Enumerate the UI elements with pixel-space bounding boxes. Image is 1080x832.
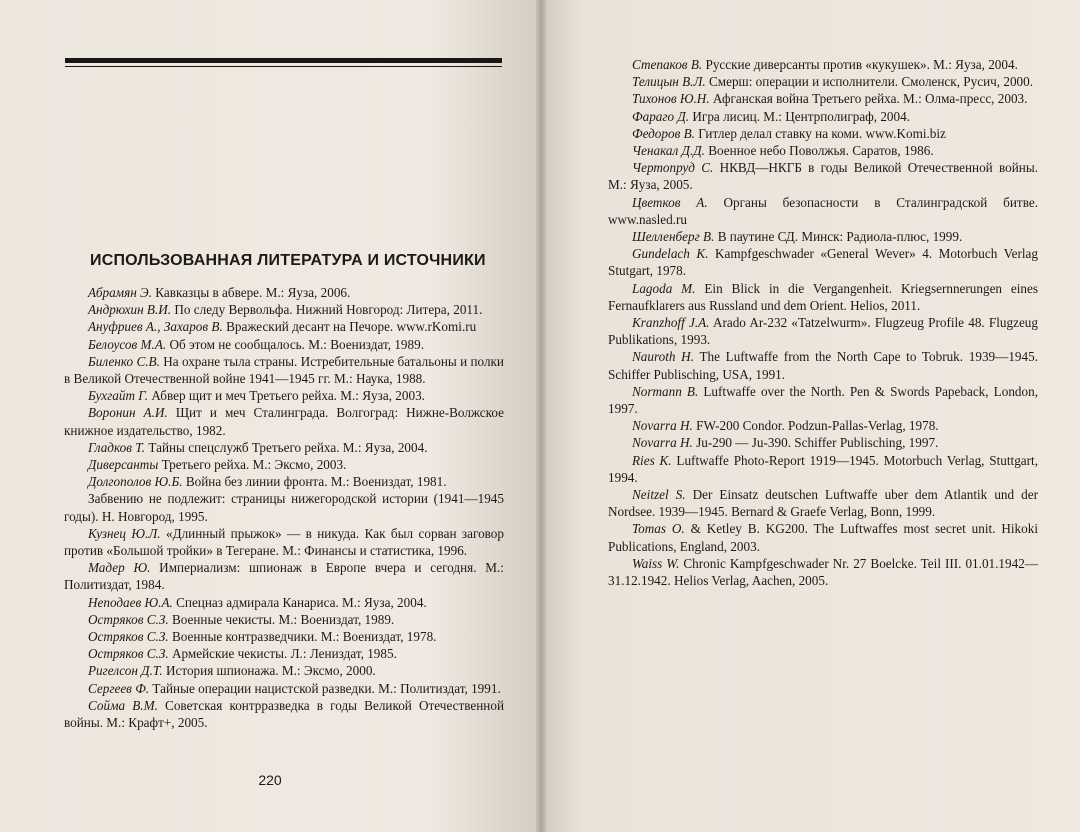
entry-author: Kranzhoff J.A. <box>632 315 710 331</box>
entry-text: Империализм: шпионаж в Европе вчера и сегодня. М.: Политиздат, 1984. <box>64 560 504 593</box>
bibliography-entry <box>64 404 504 438</box>
right-page <box>540 0 1080 832</box>
bibliography-entry <box>64 284 504 301</box>
entry-text: Русские диверсанты против «кукушек». М.: Яуза, 2004. <box>702 57 1018 72</box>
entry-author: Neitzel S. <box>632 487 686 503</box>
entry-text: «Длинный прыжок» — в никуда. Как был сорван заговор против «Большой тройки» в Тегеране. М.: Финансы и статистика, 1996. <box>64 525 504 559</box>
entry-text: Гитлер делал ставку на коми. www.Komi.biz <box>694 125 946 141</box>
header-rule-thick <box>65 58 502 63</box>
entry-author: Normann B. <box>632 383 699 399</box>
bibliography-entry <box>608 108 1038 125</box>
left-bibliography-list <box>64 284 504 731</box>
entry-text: Об этом не сообщалось. М.: Воениздат, 1989. <box>166 336 425 352</box>
entry-author: Федоров В. <box>632 125 695 141</box>
entry-text: Война без линии фронта. М.: Воениздат, 1981. <box>182 474 447 490</box>
entry-text: Военное небо Поволжья. Саратов, 1986. <box>704 143 934 159</box>
entry-text: & Ketley B. KG200. The Luftwaffes most secret unit. Hikoki Publications, England, 2003. <box>608 521 1038 554</box>
entry-text: Военные контразведчики. М.: Воениздат, 1978. <box>168 629 437 645</box>
bibliography-entry <box>64 594 504 611</box>
entry-text: Der Einsatz deutschen Luftwaffe uber dem Atlantik und der Nordsee. 1939—1945. Bernard & Graefe Verlag, Bonn, 1999. <box>608 487 1038 520</box>
bibliography-entry <box>608 56 1038 73</box>
entry-author: Телицын В.Л. <box>632 74 706 90</box>
entry-text: Luftwaffe over the North. Pen & Swords Papeback, London, 1997. <box>608 383 1038 417</box>
bibliography-entry <box>64 697 504 731</box>
entry-text: Щит и меч Сталинграда. Волгоград: Нижне-Волжское книжное издательство, 1982. <box>64 405 504 438</box>
entry-author: Бухгайт Г. <box>88 388 149 404</box>
bibliography-entry <box>608 520 1038 554</box>
entry-author: Мадер Ю. <box>88 560 151 576</box>
entry-text: Ju-290 — Ju-390. Schiffer Publisching, 1997. <box>692 435 939 451</box>
bibliography-entry <box>64 525 504 559</box>
entry-text: Смерш: операции и исполнители. Смоленск, Русич, 2000. <box>705 74 1034 90</box>
entry-author: Waiss W. <box>632 555 680 571</box>
bibliography-entry <box>64 387 504 404</box>
entry-author: Tomas O. <box>632 521 685 537</box>
page-number-left: 220 <box>258 772 282 788</box>
entry-author: Воронин А.И. <box>88 405 168 421</box>
entry-author: Диверсанты <box>88 457 159 473</box>
entry-text: Тайны спецслужб Третьего рейха. М.: Яуза, 2004. <box>145 439 428 455</box>
entry-author: Неподаев Ю.А. <box>88 594 173 610</box>
bibliography-entry <box>608 348 1038 382</box>
bibliography-entry <box>64 353 504 387</box>
bibliography-entry <box>608 486 1038 520</box>
bibliography-entry <box>608 90 1038 107</box>
bibliography-entry <box>64 301 504 318</box>
bibliography-entry <box>608 417 1038 434</box>
entry-author: Сойма В.М. <box>88 697 158 713</box>
entry-author: Абрамян Э. <box>88 285 152 300</box>
entry-author: Novarra H. <box>632 435 693 451</box>
entry-text: Абвер щит и меч Третьего рейха. М.: Яуза, 2003. <box>148 388 425 404</box>
entry-author: Фараго Д. <box>632 108 690 124</box>
entry-text: НКВД—НКГБ в годы Великой Отечественной войны. М.: Яуза, 2005. <box>608 160 1039 193</box>
bibliography-entry <box>64 439 504 456</box>
entry-author: Остряков С.З. <box>88 629 169 645</box>
bibliography-entry <box>64 456 504 473</box>
entry-author: Андрюхин В.И. <box>88 302 172 318</box>
entry-author: Цветков А. <box>632 194 708 210</box>
entry-author: Остряков С.З. <box>88 611 169 627</box>
bibliography-entry <box>608 245 1038 279</box>
entry-text: Афганская война Третьего рейха. М.: Олма-пресс, 2003. <box>709 91 1028 107</box>
entry-author: Степаков В. <box>632 57 703 72</box>
entry-author: Шелленберг В. <box>632 229 715 245</box>
entry-text: Забвению не подлежит: страницы нижегородской истории (1941—1945 годы). Н. Новгород, 1995. <box>64 491 504 524</box>
header-rule-thin <box>65 66 502 67</box>
book-gutter <box>536 0 546 832</box>
bibliography-entry <box>608 159 1038 193</box>
entry-author: Белоусов М.А. <box>88 336 167 352</box>
entry-author: Долгополов Ю.Б. <box>88 474 183 490</box>
entry-author: Nauroth H. <box>632 349 694 365</box>
bibliography-entry <box>64 611 504 628</box>
bibliography-entry <box>64 662 504 679</box>
bibliography-entry <box>608 228 1038 245</box>
entry-author: Гладков Т. <box>88 439 146 455</box>
bibliography-entry <box>608 452 1038 486</box>
entry-text: Chronic Kampfgeschwader Nr. 27 Boelcke. Teil III. 01.01.1942—31.12.1942. Helios Verlag, Aachen, 2005. <box>608 555 1038 589</box>
entry-text: На охране тыла страны. Истребительные батальоны и полки в Великой Отечественной войне 1941—1945 гг. М.: Наука, 1988. <box>64 353 504 387</box>
bibliography-entry <box>64 490 504 524</box>
bibliography-entry <box>64 473 504 490</box>
entry-text: Советская контрразведка в годы Великой Отечественной войны. М.: Крафт+, 2005. <box>64 697 505 731</box>
bibliography-entry <box>64 559 504 593</box>
entry-text: Игра лисиц. М.: Центрполиграф, 2004. <box>689 108 910 124</box>
entry-text: Arado Ar-232 «Tatzelwurm». Flugzeug Profile 48. Flugzeug Publikations, 1993. <box>608 315 1038 348</box>
bibliography-entry <box>608 142 1038 159</box>
entry-author: Биленко С.В. <box>88 353 160 369</box>
entry-text: Ein Blick in die Vergangenheit. Kriegsernnerungen eines Fernaufklarers aus Russland und dem Orient. Helios, 2011. <box>608 280 1038 313</box>
entry-text: Третьего рейха. М.: Эксмо, 2003. <box>158 457 347 473</box>
entry-text: По следу Вервольфа. Нижний Новгород: Литера, 2011. <box>171 302 483 318</box>
entry-text: Вражеский десант на Печоре. www.rKomi.ru <box>222 319 477 335</box>
entry-text: Тайные операции нацистской разведки. М.: Политиздат, 1991. <box>149 680 501 696</box>
bibliography-entry <box>608 434 1038 451</box>
entry-author: Кузнец Ю.Л. <box>88 525 161 541</box>
entry-text: Luftwaffe Photo-Report 1919—1945. Motorbuch Verlag, Stuttgart, 1994. <box>608 452 1038 485</box>
entry-text: Кавказцы в абвере. М.: Яуза, 2006. <box>152 285 351 300</box>
entry-text: Kampfgeschwader «General Wever» 4. Motorbuch Verlag Stutgart, 1978. <box>608 246 1038 279</box>
bibliography-entry <box>64 645 504 662</box>
entry-author: Ригелсон Д.Т. <box>88 663 163 679</box>
bibliography-entry <box>608 280 1038 314</box>
bibliography-entry <box>608 125 1038 142</box>
entry-text: Спецназ адмирала Канариса. М.: Яуза, 2004. <box>172 594 427 610</box>
entry-author: Остряков С.З. <box>88 646 169 662</box>
entry-text: FW-200 Condor. Podzun-Pallas-Verlag, 1978. <box>692 418 939 434</box>
bibliography-entry <box>608 383 1038 417</box>
bibliography-heading: ИСПОЛЬЗОВАННАЯ ЛИТЕРАТУРА И ИСТОЧНИКИ <box>90 252 486 269</box>
entry-text: История шпионажа. М.: Эксмо, 2000. <box>162 663 376 679</box>
bibliography-entry <box>608 194 1038 228</box>
entry-author: Тихонов Ю.Н. <box>632 91 710 107</box>
entry-text: Военные чекисты. М.: Воениздат, 1989. <box>168 611 395 627</box>
entry-author: Ченакал Д.Д. <box>632 143 705 159</box>
bibliography-entry <box>64 628 504 645</box>
right-bibliography-list <box>608 56 1038 589</box>
bibliography-entry <box>608 73 1038 90</box>
entry-author: Ануфриев А., Захаров В. <box>88 319 223 335</box>
entry-author: Gundelach K. <box>632 246 709 262</box>
entry-author: Novarra H. <box>632 418 693 434</box>
bibliography-entry <box>608 314 1038 348</box>
entry-text: Армейские чекисты. Л.: Лениздат, 1985. <box>168 646 397 662</box>
entry-author: Lagoda M. <box>632 280 696 296</box>
entry-author: Ries K. <box>632 452 672 468</box>
entry-author: Сергеев Ф. <box>88 680 150 696</box>
bibliography-entry <box>64 336 504 353</box>
entry-text: В паутине СД. Минск: Радиола-плюс, 1999. <box>714 229 963 245</box>
entry-text: The Luftwaffe from the North Cape to Tobruk. 1939—1945. Schiffer Publisching, USA, 1991. <box>608 349 1038 382</box>
bibliography-entry <box>608 555 1038 589</box>
bibliography-entry <box>64 680 504 697</box>
entry-author: Чертопруд С. <box>632 160 714 176</box>
bibliography-entry <box>64 318 504 335</box>
entry-text: Органы безопасности в Сталинградской битве. www.nasled.ru <box>608 194 1038 227</box>
